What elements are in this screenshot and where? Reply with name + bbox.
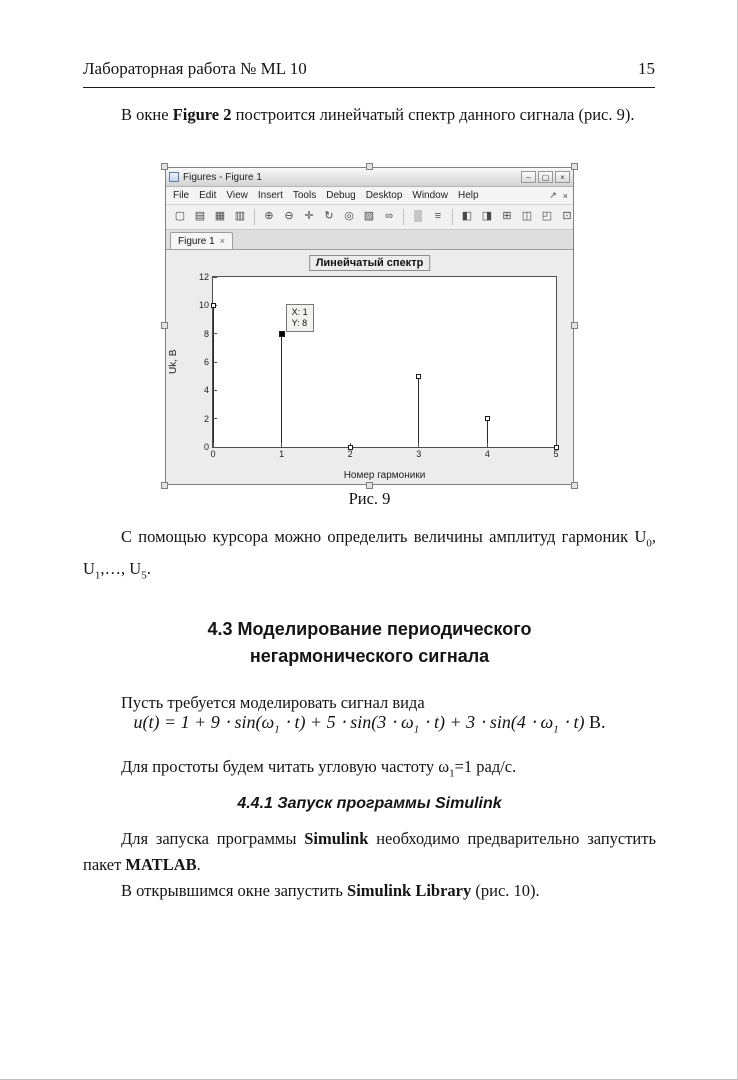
text-run: ,…, U [100,559,142,579]
x-tick-label: 5 [553,449,559,459]
minimize-button[interactable]: – [521,171,536,183]
toolbar [166,205,573,230]
save-figure-icon[interactable]: ▦ [214,210,226,222]
text-run: =1 рад/с. [454,757,517,776]
section-heading-4-4-1: 4.4.1 Запуск программы Simulink [237,795,502,812]
menu-edit[interactable]: Edit [199,190,217,201]
close-group-icon[interactable]: × [562,190,568,201]
y-tick-label: 8 [203,328,209,339]
tab-figure-1[interactable] [170,232,233,249]
selection-handle-bottom-right[interactable] [571,482,578,489]
tab-close-icon[interactable]: × [219,236,225,246]
x-tick [281,443,282,447]
text-run: (рис. 10). [471,881,540,900]
matlab-figure-window [165,167,574,485]
selection-handle-mid-left[interactable] [161,322,168,329]
toolbar-separator [452,209,453,225]
insert-colorbar-icon[interactable]: ▒ [414,210,422,222]
dock-window-icon[interactable]: ⊞ [502,210,512,222]
text-run: . [146,559,151,579]
print-icon[interactable]: ▥ [234,210,246,222]
y-tick [213,390,217,391]
maximize-button[interactable]: ▢ [538,171,553,183]
text-run: Для простоты будем читать угловую частоту ω [121,757,450,776]
x-tick-label: 2 [347,449,353,459]
bold-text: Figure 2 [172,105,232,124]
selection-handle-mid-right[interactable] [571,322,578,329]
text-run: В открывшимся окне запустить [121,881,348,900]
datatip-x-value: X: 1 [291,306,308,317]
new-figure-icon[interactable]: ▢ [174,210,186,222]
show-plot-tools-icon[interactable]: ◨ [481,210,493,222]
y-tick [213,362,217,363]
bold-text: Simulink [304,829,369,848]
menu-insert[interactable]: Insert [257,190,283,201]
zoom-in-icon[interactable]: ⊕ [264,210,274,222]
y-tick-label: 10 [198,300,209,311]
close-button[interactable]: × [555,171,570,183]
heading-line: негармонического сигнала [249,646,490,666]
datatip [286,304,314,332]
stem-line [418,376,419,447]
data-marker [279,331,285,337]
text-run: ⋅ t) + 5 ⋅ sin(3 ⋅ ω [279,712,414,732]
selection-handle-top-left[interactable] [161,163,168,170]
tab-label: Figure 1 [178,235,215,247]
open-file-icon[interactable]: ▤ [194,210,206,222]
data-marker [211,303,216,308]
y-tick-label: 2 [203,413,209,424]
data-marker [416,374,421,379]
subscript: 1 [449,767,455,780]
selection-handle-bottom-left[interactable] [161,482,168,489]
header-rule [83,87,655,88]
text-run: построится линейчатый спектр данного сигнала (рис. 9). [231,105,635,124]
subscript: 1 [94,569,101,582]
x-tick-label: 3 [416,449,422,459]
text-run: В окне [121,105,173,124]
insert-legend-icon[interactable]: ≡ [434,210,442,222]
x-axis-label: Номер гармоники [343,470,426,481]
text-run: , U [83,527,656,579]
page-header [83,59,655,79]
signal-formula [83,712,656,736]
data-marker [554,445,559,450]
embedded-figure [165,167,574,485]
paragraph-model: Пусть требуется моделировать сигнал вида [121,693,425,712]
toolbar-separator [254,209,255,225]
x-tick-label: 4 [484,449,490,459]
text-run: С помощью курсора можно определить величины амплитуд гармоник U [121,527,647,546]
figure-caption: Рис. 9 [348,489,391,508]
y-tick [213,418,217,419]
y-tick-label: 0 [203,442,209,452]
tab-bar [166,230,573,250]
pan-icon[interactable]: ✛ [304,210,314,222]
window-title: Figures - Figure 1 [183,171,262,183]
y-tick [213,277,217,278]
undock-tab-icon[interactable]: ⊡ [562,210,572,222]
y-tick-label: 12 [198,272,209,282]
menu-debug[interactable]: Debug [326,190,356,201]
formula-unit: В. [584,712,606,732]
selection-handle-top-center[interactable] [366,163,373,170]
paragraph-intro [83,102,656,128]
page-number: 15 [638,59,655,78]
y-tick [213,447,217,448]
text-run: необходимо предварительно запустить пакет [83,829,656,874]
subscript: 1 [413,723,420,736]
y-tick-label: 4 [203,385,209,396]
subscript: 0 [646,537,652,550]
heading-line: 4.3 Моделирование периодического [207,619,532,639]
brush-icon[interactable]: ▨ [363,210,375,222]
data-cursor-icon[interactable]: ◎ [344,210,354,222]
text-run: u(t) = 1 + 9 ⋅ sin(ω [133,712,275,732]
x-tick-label: 0 [210,449,216,459]
text-run: ⋅ t) + 3 ⋅ sin(4 ⋅ ω [419,712,554,732]
y-axis-label: Uk, B [168,349,179,375]
menu-bar [166,187,573,205]
stem-line [281,334,282,447]
menu-view[interactable]: View [226,190,248,201]
chart-title: Линейчатый спектр [309,255,431,271]
window-icon [169,172,179,182]
menu-tools[interactable]: Tools [292,190,317,201]
data-marker [348,445,353,450]
selection-handle-bottom-center[interactable] [366,482,373,489]
datatip-y-value: Y: 8 [291,317,308,328]
paragraph-launch [83,826,656,878]
restore-window-icon[interactable]: ◰ [541,210,553,222]
x-tick [418,443,419,447]
figure-canvas [166,250,573,484]
hide-plot-tools-icon[interactable]: ◧ [461,210,473,222]
subscript: 1 [553,723,559,736]
menu-file[interactable]: File [173,190,190,201]
undock-icon[interactable]: ↗ [549,190,557,200]
toolbar-separator [403,209,404,225]
formula-math [133,712,585,736]
menu-help[interactable]: Help [457,190,479,201]
tile-windows-icon[interactable]: ◫ [521,210,533,222]
x-tick-label: 1 [279,449,285,459]
data-marker [485,416,490,421]
text-run: ⋅ t) [558,712,585,732]
bold-text: Simulink Library [347,881,472,900]
bold-text: MATLAB [125,855,197,874]
paragraph-frequency [83,754,656,786]
rotate-3d-icon[interactable]: ↻ [324,210,334,222]
window-titlebar[interactable] [166,168,573,187]
menu-window[interactable]: Window [412,190,448,201]
text-run: Для запуска программы [121,829,305,848]
text-run: . [196,855,201,874]
x-tick [487,443,488,447]
header-title: Лабораторная работа № ML 10 [83,59,307,78]
stem-line [213,305,214,447]
paragraph-cursor [83,524,656,589]
selection-handle-top-right[interactable] [571,163,578,170]
link-plot-icon[interactable]: ∞ [385,210,393,222]
y-tick [213,333,217,334]
y-tick-label: 6 [203,357,209,367]
section-heading-4-3 [83,616,656,670]
menu-desktop[interactable]: Desktop [365,190,403,201]
paragraph-library [83,878,656,904]
subscript: 1 [274,723,280,736]
axes [198,272,559,459]
subscript: 5 [141,569,147,582]
zoom-out-icon[interactable]: ⊖ [284,210,294,222]
